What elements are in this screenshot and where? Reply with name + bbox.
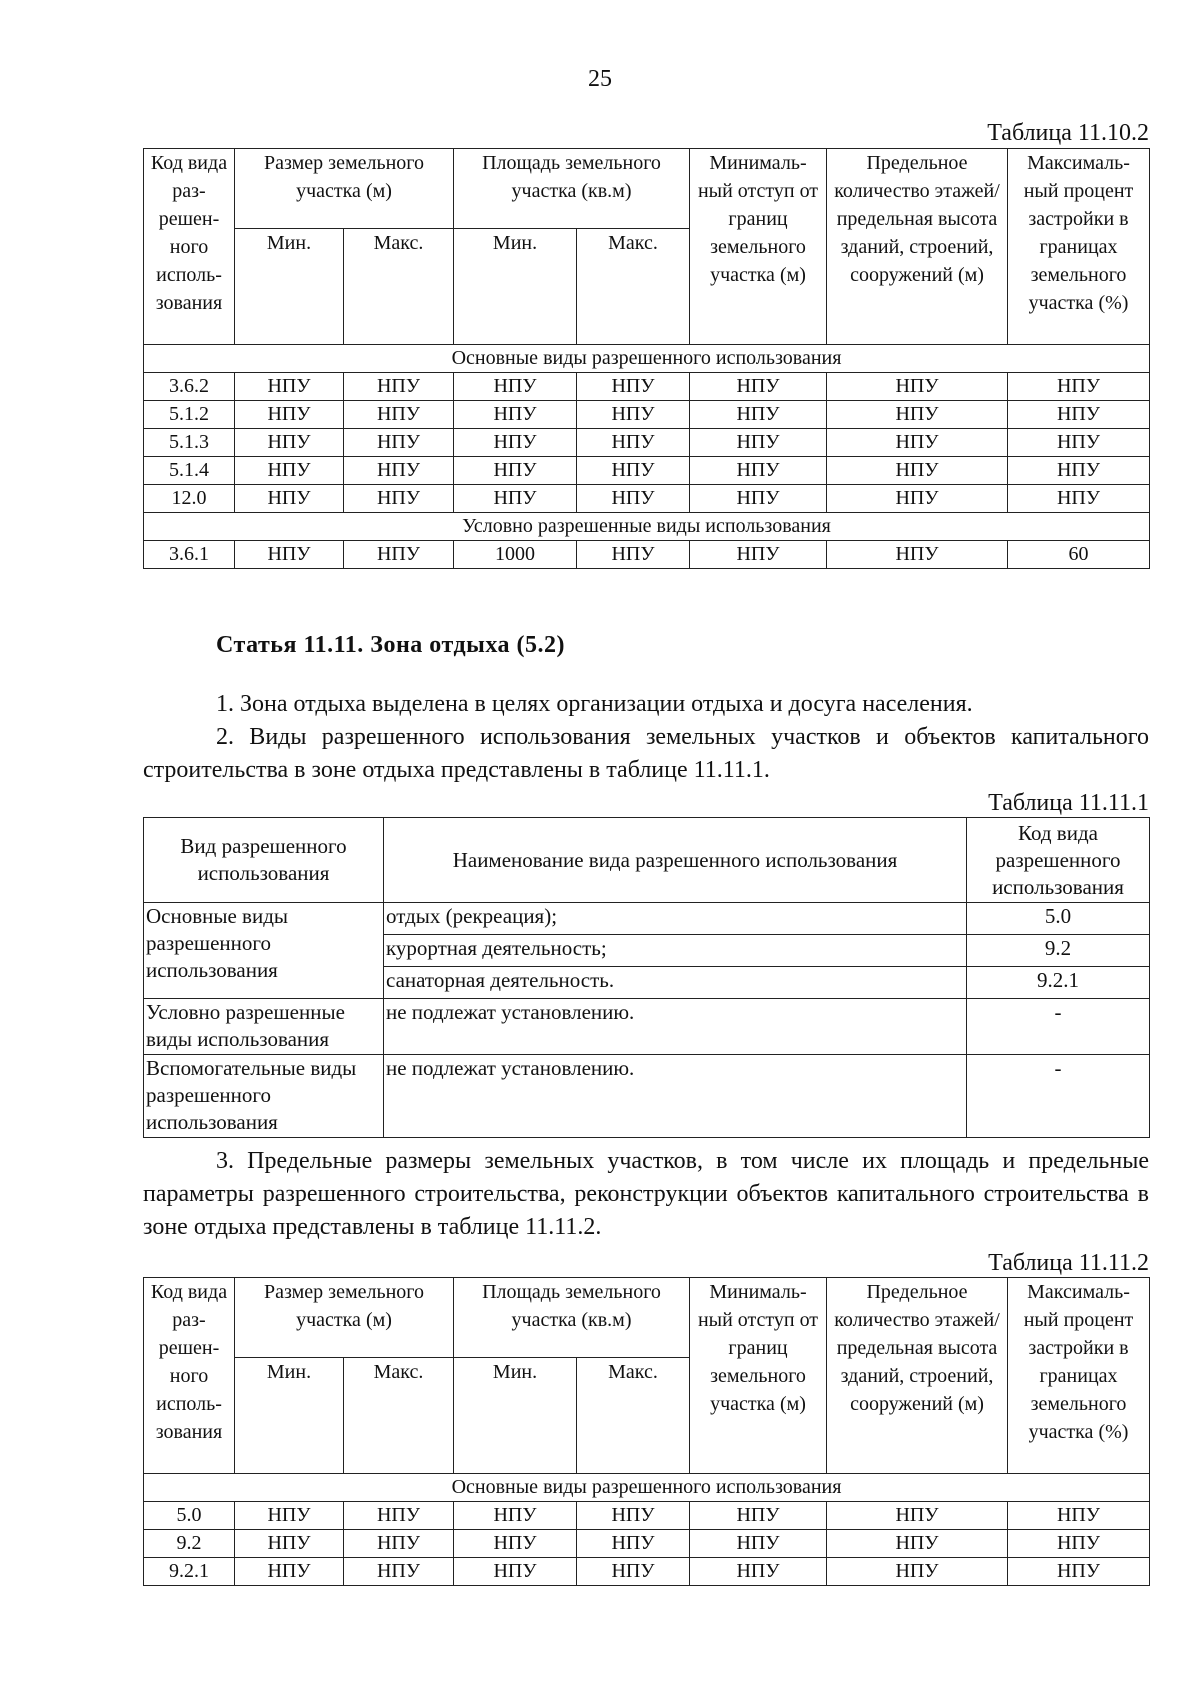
cell: НПУ — [344, 485, 454, 513]
table-row — [144, 1530, 1150, 1558]
cell: НПУ — [827, 373, 1008, 401]
cell: НПУ — [454, 1530, 577, 1558]
header-type: Вид разрешенного использования — [144, 818, 384, 903]
cell: НПУ — [454, 1502, 577, 1530]
cell-code: 12.0 — [144, 485, 235, 513]
header-size: Размер земельного участка (м) — [235, 1278, 454, 1358]
auxiliary-uses-code: - — [967, 1055, 1150, 1138]
header-floors: Предельное количество этажей/ предельная высота зданий, строений, сооружений (м) — [827, 149, 1008, 345]
table-row — [144, 429, 1150, 457]
header-code: Код вида раз- решен- ного исполь- зования — [144, 1278, 235, 1474]
cell: НПУ — [235, 457, 344, 485]
cell: НПУ — [690, 485, 827, 513]
cell: НПУ — [577, 457, 690, 485]
cell: НПУ — [827, 541, 1008, 569]
cell: НПУ — [344, 1530, 454, 1558]
cell: НПУ — [690, 1558, 827, 1586]
cell-code: 5.0 — [144, 1502, 235, 1530]
cell: НПУ — [344, 373, 454, 401]
cell: НПУ — [577, 1558, 690, 1586]
conditional-uses-name: не подлежат установлению. — [384, 999, 967, 1055]
table-11-11-1 — [143, 817, 1150, 1138]
use-code: 9.2.1 — [967, 967, 1150, 999]
cell: НПУ — [827, 1558, 1008, 1586]
cell: НПУ — [827, 1502, 1008, 1530]
section-main: Основные виды разрешенного использования — [144, 345, 1150, 373]
cell: НПУ — [690, 373, 827, 401]
cell: НПУ — [454, 457, 577, 485]
cell: НПУ — [690, 1502, 827, 1530]
cell: 1000 — [454, 541, 577, 569]
paragraph-2-text: 2. Виды разрешенного использования земельных участков и объектов капитального строительства в зоне отдыха представлены в таблице 11.11.1. — [143, 724, 1149, 783]
page-number: 25 — [588, 66, 612, 92]
header-setback: Минималь- ный отступ от границ земельного участка (м) — [690, 1278, 827, 1474]
table-row — [144, 1502, 1150, 1530]
cell: НПУ — [827, 485, 1008, 513]
header-code: Код вида разрешенного использования — [967, 818, 1150, 903]
table-caption-11-11-1: Таблица 11.11.1 — [988, 790, 1149, 816]
cell: НПУ — [577, 401, 690, 429]
auxiliary-uses-name: не подлежат установлению. — [384, 1055, 967, 1138]
header-code: Код вида раз- решен- ного исполь- зования — [144, 149, 235, 345]
cell-code: 9.2.1 — [144, 1558, 235, 1586]
article-heading: Статья 11.11. Зона отдыха (5.2) — [216, 632, 565, 658]
cell: НПУ — [454, 373, 577, 401]
section-conditional: Условно разрешенные виды использования — [144, 513, 1150, 541]
header-min: Мин. — [235, 229, 344, 345]
conditional-uses-label: Условно разрешенные виды использования — [144, 999, 384, 1055]
cell-code: 3.6.2 — [144, 373, 235, 401]
header-floors: Предельное количество этажей/ предельная высота зданий, строений, сооружений (м) — [827, 1278, 1008, 1474]
cell: НПУ — [577, 485, 690, 513]
cell: НПУ — [235, 1558, 344, 1586]
paragraph-1 — [143, 688, 1149, 721]
cell: НПУ — [344, 541, 454, 569]
cell: НПУ — [577, 1530, 690, 1558]
cell: НПУ — [827, 401, 1008, 429]
header-coverage: Максималь- ный процент застройки в границах земельного участка (%) — [1008, 149, 1150, 345]
cell-code: 9.2 — [144, 1530, 235, 1558]
cell-code: 3.6.1 — [144, 541, 235, 569]
cell: НПУ — [235, 485, 344, 513]
cell: НПУ — [454, 429, 577, 457]
table-11-11-2 — [143, 1277, 1150, 1586]
cell: НПУ — [690, 1530, 827, 1558]
header-area: Площадь земельного участка (кв.м) — [454, 1278, 690, 1358]
header-name: Наименование вида разрешенного использования — [384, 818, 967, 903]
table-caption-11-10-2: Таблица 11.10.2 — [987, 120, 1149, 146]
header-max: Макс. — [577, 1358, 690, 1474]
header-max: Макс. — [577, 229, 690, 345]
header-coverage: Максималь- ный процент застройки в границах земельного участка (%) — [1008, 1278, 1150, 1474]
header-setback: Минималь- ный отступ от границ земельного участка (м) — [690, 149, 827, 345]
cell: НПУ — [1008, 457, 1150, 485]
header-min: Мин. — [454, 229, 577, 345]
cell: НПУ — [1008, 373, 1150, 401]
cell: НПУ — [827, 1530, 1008, 1558]
cell: 60 — [1008, 541, 1150, 569]
table-11-10-2 — [143, 148, 1150, 569]
cell: НПУ — [577, 429, 690, 457]
cell: НПУ — [344, 1558, 454, 1586]
use-code: 9.2 — [967, 935, 1150, 967]
use-code: 5.0 — [967, 903, 1150, 935]
use-name: курортная деятельность; — [384, 935, 967, 967]
cell: НПУ — [827, 457, 1008, 485]
header-max: Макс. — [344, 1358, 454, 1474]
paragraph-3 — [143, 1145, 1149, 1244]
use-name: отдых (рекреация); — [384, 903, 967, 935]
header-max: Макс. — [344, 229, 454, 345]
cell: НПУ — [1008, 1530, 1150, 1558]
cell: НПУ — [235, 1502, 344, 1530]
cell: НПУ — [577, 373, 690, 401]
cell: НПУ — [577, 541, 690, 569]
cell: НПУ — [344, 429, 454, 457]
cell: НПУ — [690, 457, 827, 485]
cell: НПУ — [827, 429, 1008, 457]
table-row — [144, 457, 1150, 485]
table-row — [144, 373, 1150, 401]
cell: НПУ — [344, 401, 454, 429]
cell: НПУ — [1008, 1558, 1150, 1586]
table-row — [144, 485, 1150, 513]
header-min: Мин. — [454, 1358, 577, 1474]
cell: НПУ — [235, 373, 344, 401]
header-size: Размер земельного участка (м) — [235, 149, 454, 229]
cell: НПУ — [1008, 429, 1150, 457]
table-row — [144, 401, 1150, 429]
cell: НПУ — [454, 485, 577, 513]
cell: НПУ — [235, 541, 344, 569]
use-name: санаторная деятельность. — [384, 967, 967, 999]
cell: НПУ — [1008, 401, 1150, 429]
table-row — [144, 1558, 1150, 1586]
header-min: Мин. — [235, 1358, 344, 1474]
cell-code: 5.1.2 — [144, 401, 235, 429]
table-row — [144, 541, 1150, 569]
cell: НПУ — [577, 1502, 690, 1530]
cell-code: 5.1.4 — [144, 457, 235, 485]
cell: НПУ — [235, 429, 344, 457]
cell: НПУ — [235, 1530, 344, 1558]
conditional-uses-code: - — [967, 999, 1150, 1055]
section-main: Основные виды разрешенного использования — [144, 1474, 1150, 1502]
cell: НПУ — [344, 457, 454, 485]
cell: НПУ — [690, 401, 827, 429]
cell: НПУ — [690, 541, 827, 569]
header-area: Площадь земельного участка (кв.м) — [454, 149, 690, 229]
auxiliary-uses-label: Вспомогательные виды разрешенного использования — [144, 1055, 384, 1138]
cell: НПУ — [1008, 485, 1150, 513]
table-caption-11-11-2: Таблица 11.11.2 — [988, 1250, 1149, 1276]
cell: НПУ — [235, 401, 344, 429]
cell: НПУ — [1008, 1502, 1150, 1530]
cell: НПУ — [454, 1558, 577, 1586]
cell-code: 5.1.3 — [144, 429, 235, 457]
cell: НПУ — [454, 401, 577, 429]
cell: НПУ — [690, 429, 827, 457]
paragraph-3-text: 3. Предельные размеры земельных участков, в том числе их площадь и предельные параметры разрешенного строительства, реконструкции объектов капитального строительства в зоне отдыха представлены в таблице 11.11.2. — [143, 1148, 1149, 1240]
cell: НПУ — [344, 1502, 454, 1530]
main-uses-label: Основные виды разрешенного использования — [144, 903, 384, 999]
paragraph-2 — [143, 721, 1149, 787]
paragraph-1-text: 1. Зона отдыха выделена в целях организации отдыха и досуга населения. — [216, 691, 973, 717]
